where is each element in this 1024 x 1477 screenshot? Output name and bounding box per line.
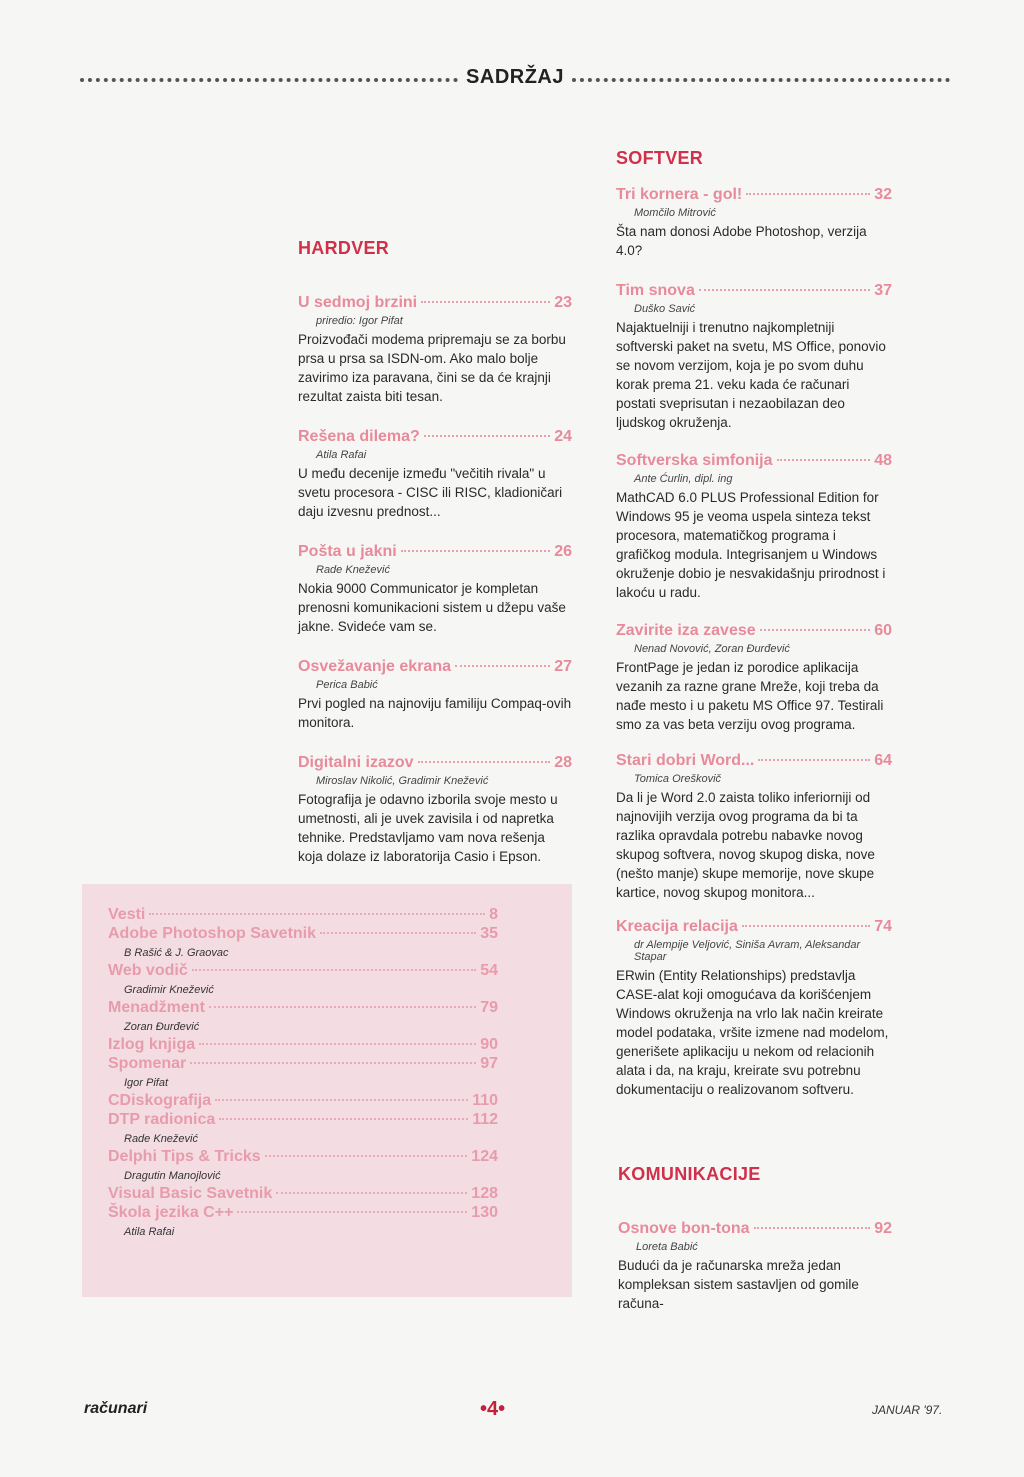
article-title: Rešena dilema? — [298, 428, 420, 445]
regular-section-page: 97 — [480, 1055, 498, 1072]
article-page: 26 — [554, 543, 572, 560]
regular-section-page: 112 — [472, 1111, 498, 1128]
article-description: ERwin (Entity Relationships) predstavlja CASE-alat koji omogućava da korišćenjem Windows okruženja na vrlo lak način kreirate model podataka, vršite izmene nad modelom, generišete aplikaciju u nekom od relacionih alata i da, na kraju, kreirate svu potrebnu dokumentaciju o realizovanom softveru. — [616, 968, 889, 1097]
regular-section-title: Škola jezika C++ — [108, 1204, 234, 1221]
article-page: 74 — [874, 918, 892, 935]
dot-leader — [149, 913, 485, 915]
hardver-column — [298, 294, 572, 866]
magazine-logo: računari — [84, 1400, 148, 1417]
article-page: 24 — [554, 428, 572, 445]
article-heading — [298, 294, 572, 312]
regular-section-author: Zoran Đurđević — [124, 1021, 200, 1033]
article-entry[interactable] — [298, 294, 572, 406]
article-author: dr Alempije Veljović, Siniša Avram, Aleksandar Stapar — [634, 939, 861, 963]
article-description: MathCAD 6.0 PLUS Professional Edition for Windows 95 je veoma uspela sinteza tekst procesora, matematičkog programa i grafičkog modula. Integrisanjem u Windows okruženje dobio je nesvakidašnju prirodnost i lakoću u radu. — [616, 490, 886, 600]
regular-section-author: Atila Rafai — [124, 1226, 175, 1238]
article-title: Digitalni izazov — [298, 754, 414, 771]
article-author: Tomica Oreškovič — [634, 773, 722, 785]
regular-section-page: 54 — [480, 962, 498, 979]
page-title: SADRŽAJ — [466, 65, 564, 88]
dot-leader — [219, 1118, 468, 1120]
article-entry[interactable] — [298, 428, 572, 521]
regular-section-page: 90 — [480, 1036, 498, 1053]
regular-section-item[interactable] — [108, 1204, 498, 1223]
softver-column — [616, 186, 892, 1099]
page-header — [80, 62, 950, 92]
dot-leader — [754, 1227, 871, 1229]
article-author: Perica Babić — [316, 679, 378, 691]
article-title: Osvežavanje ekrana — [298, 658, 451, 675]
article-heading — [298, 543, 572, 561]
regular-section-item[interactable] — [108, 925, 498, 944]
dot-leader — [455, 665, 550, 667]
dot-leader — [746, 193, 870, 195]
article-title: Pošta u jakni — [298, 543, 397, 560]
regular-sections-list — [108, 906, 498, 1241]
article-title: Tri kornera - gol! — [616, 186, 743, 203]
dot-leader — [699, 289, 870, 291]
article-description: Najaktuelniji i trenutno najkompletniji softverski paket na svetu, MS Office, ponovio se novom verzijom, koja je po svom duhu korak prema 21. veku kada će računari postati sveprisutan i nezaobilazan deo ljudskog okruženja. — [616, 320, 886, 430]
article-author: Momčilo Mitrović — [634, 207, 716, 219]
regular-section-author: Gradimir Knežević — [124, 984, 214, 996]
regular-section-title: DTP radionica — [108, 1111, 216, 1128]
regular-section-author: Dragutin Manojlović — [124, 1170, 221, 1182]
article-entry[interactable] — [616, 622, 892, 734]
regular-section-title: Adobe Photoshop Savetnik — [108, 925, 317, 942]
regular-section-title: CDiskografija — [108, 1092, 212, 1109]
article-title: Zavirite iza zavese — [616, 622, 756, 639]
article-description: Nokia 9000 Communicator je kompletan prenosni komunikacioni sistem u džepu vaše jakne. Svideće vam se. — [298, 581, 566, 634]
regular-section-author: Rade Knežević — [124, 1133, 198, 1145]
article-title: Osnove bon-tona — [618, 1220, 750, 1237]
article-title: Kreacija relacija — [616, 918, 738, 935]
header-dots-left — [80, 78, 458, 82]
article-title: U sedmoj brzini — [298, 294, 418, 311]
article-author: Rade Knežević — [316, 564, 390, 576]
dot-leader — [190, 1062, 476, 1064]
article-title: Softverska simfonija — [616, 452, 773, 469]
regular-section-item[interactable] — [108, 1036, 498, 1055]
article-page: 27 — [554, 658, 572, 675]
regular-section-title: Vesti — [108, 906, 146, 923]
regular-section-author: Igor Pifat — [124, 1077, 169, 1089]
article-description: Fotografija je odavno izborila svoje mesto u umetnosti, ali je uvek zavisila i od napretka tehnike. Predstavljamo vam nova rešenja koja dolaze iz laboratorija Casio i Epson. — [298, 792, 558, 864]
article-heading — [616, 752, 892, 770]
dot-leader — [215, 1099, 468, 1101]
article-entry[interactable] — [298, 754, 572, 866]
dot-leader — [401, 550, 551, 552]
article-page: 60 — [874, 622, 892, 639]
article-author: Ante Ćurlin, dipl. ing — [634, 473, 733, 485]
dot-leader — [320, 932, 476, 934]
article-entry[interactable] — [616, 918, 892, 1099]
article-heading — [616, 622, 892, 640]
regular-section-item[interactable] — [108, 1092, 498, 1111]
article-title: Stari dobri Word... — [616, 752, 755, 769]
article-entry[interactable] — [616, 452, 892, 602]
regular-section-title: Spomenar — [108, 1055, 187, 1072]
dot-leader — [276, 1192, 467, 1194]
regular-section-page: 110 — [472, 1092, 498, 1109]
article-author: Nenad Novović, Zoran Đurđević — [634, 643, 790, 655]
dot-leader — [424, 435, 550, 437]
article-page: 92 — [874, 1220, 892, 1237]
regular-section-page: 35 — [480, 925, 498, 942]
dot-leader — [199, 1043, 476, 1045]
article-description: U među decenije između "večitih rivala" u svetu procesora - CISC ili RISC, kladioničari daju izvesnu prednost... — [298, 466, 563, 519]
article-description: Šta nam donosi Adobe Photoshop, verzija 4.0? — [616, 224, 867, 258]
article-description: Prvi pogled na najnoviju familiju Compaq-ovih monitora. — [298, 696, 572, 730]
article-author: Atila Rafai — [316, 449, 367, 461]
dot-leader — [777, 459, 871, 461]
dot-leader — [192, 969, 476, 971]
article-entry[interactable] — [298, 543, 572, 636]
header-dots-right — [572, 78, 950, 82]
article-heading — [616, 186, 892, 204]
article-heading — [616, 282, 892, 300]
article-page: 64 — [874, 752, 892, 769]
dot-leader — [760, 629, 871, 631]
regular-section-page: 79 — [480, 999, 498, 1016]
regular-section-title: Delphi Tips & Tricks — [108, 1148, 261, 1165]
regular-section-item[interactable] — [108, 999, 498, 1018]
article-entry[interactable] — [616, 186, 892, 260]
regular-section-item[interactable] — [108, 962, 498, 981]
regular-section-page: 8 — [489, 906, 498, 923]
dot-leader — [418, 761, 551, 763]
article-page: 28 — [554, 754, 572, 771]
article-entry[interactable] — [298, 658, 572, 732]
article-heading — [616, 918, 892, 936]
regular-section-page: 124 — [471, 1148, 498, 1165]
regular-section-item[interactable] — [108, 1148, 498, 1167]
article-page: 32 — [874, 186, 892, 203]
article-entry[interactable] — [616, 752, 892, 902]
article-author: priredio: Igor Pifat — [316, 315, 403, 327]
regular-section-page: 130 — [471, 1204, 498, 1221]
article-description: Budući da je računarska mreža jedan kompleksan sistem sastavljen od gomile računa- — [618, 1258, 859, 1311]
article-author: Loreta Babić — [636, 1241, 698, 1253]
section-title-komunikacije: KOMUNIKACIJE — [618, 1164, 761, 1184]
dot-leader — [237, 1211, 467, 1213]
article-description: Da li je Word 2.0 zaista toliko inferiorniji od najnovijih verzija ovog programa da bi ta razlika opravdala potrebu nabavke novog skupog softvera, novog skupog diska, nove (nešto manje) skupe memorije, nove skupe kartice, novog skupog monitora... — [616, 790, 875, 900]
regular-section-page: 128 — [471, 1185, 498, 1202]
regular-section-title: Web vodič — [108, 962, 188, 979]
article-page: 37 — [874, 282, 892, 299]
regular-section-author: B Rašić & J. Graovac — [124, 947, 229, 959]
komunikacije-column — [618, 1220, 892, 1313]
regular-section-item[interactable] — [108, 1111, 498, 1130]
regular-section-title: Izlog knjiga — [108, 1036, 196, 1053]
regular-section-title: Menadžment — [108, 999, 205, 1016]
dot-leader — [209, 1006, 476, 1008]
section-title-hardver: HARDVER — [298, 238, 390, 258]
section-title-softver: SOFTVER — [616, 148, 704, 168]
dot-leader — [758, 759, 870, 761]
article-heading — [298, 428, 572, 446]
article-page: 48 — [874, 452, 892, 469]
dot-leader — [265, 1155, 468, 1157]
article-heading — [298, 658, 572, 676]
article-title: Tim snova — [616, 282, 695, 299]
article-entry[interactable] — [618, 1220, 892, 1313]
article-heading — [616, 452, 892, 470]
regular-section-item[interactable] — [108, 906, 498, 925]
regular-section-title: Visual Basic Savetnik — [108, 1185, 273, 1202]
article-author: Duško Savić — [634, 303, 696, 315]
article-heading — [618, 1220, 892, 1238]
article-description: Proizvođači modema pripremaju se za borbu prsa u prsa sa ISDN-om. Ako malo bolje zavirimo iza paravana, čini se da će krajnji rezultat zaista biti tesan. — [298, 332, 566, 404]
dot-leader — [742, 925, 870, 927]
article-heading — [298, 754, 572, 772]
issue-date: JANUAR '97. — [872, 1403, 943, 1417]
dot-leader — [421, 301, 550, 303]
regular-section-item[interactable] — [108, 1055, 498, 1074]
article-entry[interactable] — [616, 282, 892, 432]
article-author: Miroslav Nikolić, Gradimir Knežević — [316, 775, 489, 787]
regular-section-item[interactable] — [108, 1185, 498, 1204]
page-number: •4• — [480, 1398, 506, 1420]
article-page: 23 — [554, 294, 572, 311]
article-description: FrontPage je jedan iz porodice aplikacija vezanih za razne grane Mreže, koji treba da nađe mesto i u paketu MS Office 97. Testirali smo za vas beta verziju ovog programa. — [616, 660, 884, 732]
